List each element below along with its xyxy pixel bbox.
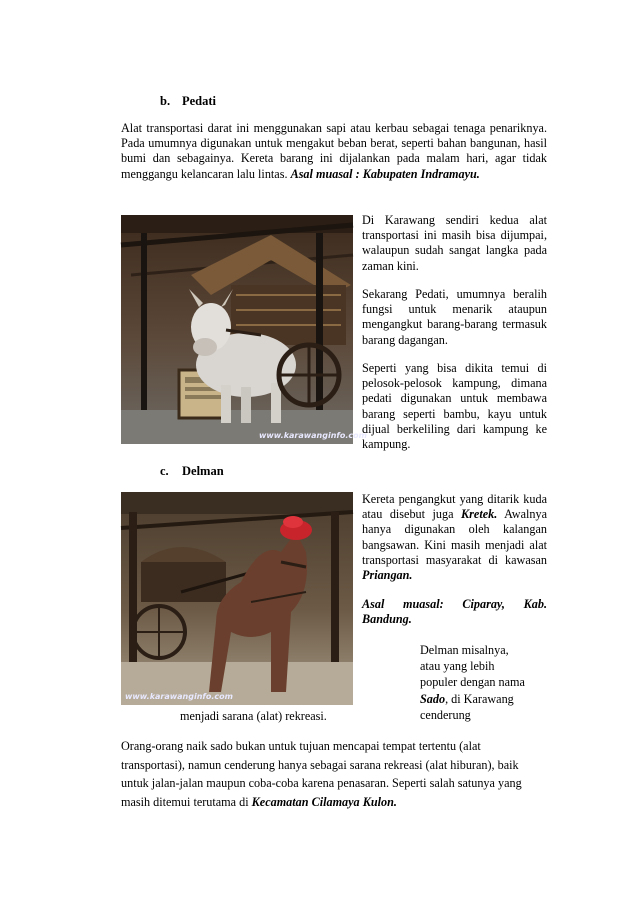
delman-photo-image <box>121 492 353 705</box>
sado-term: Sado <box>420 691 446 706</box>
cilamaya-place: Kecamatan Cilamaya Kulon. <box>251 794 397 809</box>
section-b-number: b. <box>160 94 171 108</box>
section-b-heading <box>160 94 216 109</box>
pedati-origin: Asal muasal : Kabupaten Indramayu. <box>290 166 480 181</box>
delman-closing-paragraph <box>121 737 547 811</box>
delman-side-text-b: Awalnya hanya digunakan oleh kalangan bangsawan. Kini masih menjadi alat transportasi masyarakat di kawasan <box>362 507 547 567</box>
pedati-side-paragraph-1: Di Karawang sendiri kedua alat transportasi ini masih bisa dijumpai, walaupun sudah sangat langka pada zaman kini. <box>362 213 547 273</box>
section-c-number: c. <box>160 464 169 478</box>
delman-continuation: menjadi sarana (alat) rekreasi. <box>180 709 327 723</box>
pedati-side-paragraph-3: Seperti yang bisa dikita temui di pelosok-pelosok kampung, dimana pedati digunakan untuk membawa barang seperti bambu, kayu untuk dijual berkeliling dari kampung ke kampung. <box>362 361 547 452</box>
pedati-photo <box>121 215 367 444</box>
pedati-photo-watermark: www.karawanginfo.com <box>259 431 367 440</box>
delman-origin: Asal muasal: Ciparay, Kab. Bandung. <box>362 597 547 627</box>
delman-side2-text-a: Delman misalnya, atau yang lebih populer dengan nama <box>420 643 525 690</box>
section-c-title: Delman <box>182 464 224 478</box>
delman-side2-text-b: , di Karawang cenderung <box>420 691 514 722</box>
pedati-side-paragraph-2: Sekarang Pedati, umumnya beralih fungsi untuk menarik ataupun mengangkut barang-barang termasuk barang dagangan. <box>362 287 547 347</box>
delman-side-paragraph-2 <box>420 642 532 723</box>
pedati-intro-text: Alat transportasi darat ini menggunakan sapi atau kerbau sebagai tenaga penariknya. Pada umumnya digunakan untuk mengakut beban berat, seperti bahan bangunan, hasil bumi dan sebagainya. Kereta barang ini dijalankan pada malam hari, agar tidak menggangu kelancaran lalu lintas. <box>121 121 547 181</box>
delman-side-paragraph-1 <box>362 492 547 583</box>
delman-photo <box>121 492 353 705</box>
section-c-heading <box>160 464 224 479</box>
pedati-intro-paragraph <box>121 121 547 182</box>
delman-side-text-a: Kereta pengangkut yang ditarik kuda atau disebut juga <box>362 492 547 522</box>
closing-text: Orang-orang naik sado bukan untuk tujuan mencapai tempat tertentu (alat transportasi), namun cenderung hanya sebagai sarana rekreasi (alat hiburan), baik untuk jalan-jalan maupun coba-coba karena penasaran. Seperti salah satunya yang masih ditemui terutama di <box>121 739 522 809</box>
pedati-photo-image <box>121 215 353 444</box>
delman-photo-watermark: www.karawanginfo.com <box>125 692 233 701</box>
kretek-term: Kretek. <box>461 507 498 522</box>
priangan-term: Priangan. <box>362 568 413 583</box>
section-b-title: Pedati <box>182 94 217 108</box>
